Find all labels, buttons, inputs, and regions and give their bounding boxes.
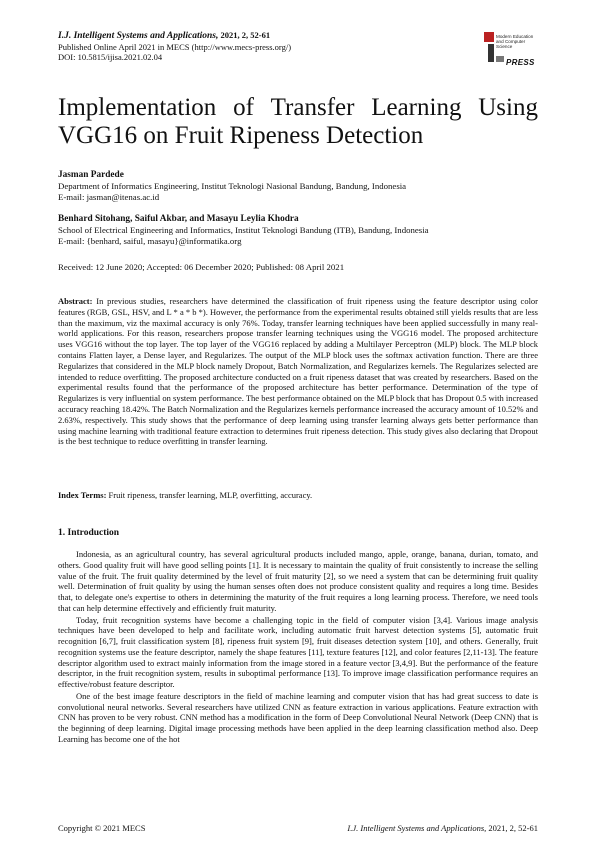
footer-copyright: Copyright © 2021 MECS bbox=[58, 823, 146, 833]
journal-issue: 2021, 2, 52-61 bbox=[220, 30, 271, 40]
footer-issue: 2021, 2, 52-61 bbox=[486, 823, 538, 833]
abstract-text: In previous studies, researchers have determined the classification of fruit ripeness using the feature descriptor using color features (RGB, GSL, HSV, and L * a * b *). However, the performance from the experimental results obtained still yields results that are less than the maximum, viz the maximal accuracy is only 76%. Today, transfer learning techniques have been applied successfully in many real-world applications. For this reason, researchers propose transfer learning techniques using the VGG16 model. The proposed architecture uses VGG16 without the top layer. The top layer of the VGG16 replaced by adding a Multilayer Perceptron (MLP) block. The MLP block contains Flatten layer, a Dense layer, and Regularizes. The output of the MLP block uses the softmax activation function. There are three Regularizes that considered in the MLP block namely Dropout, Batch Normalization, and Regularizes kernels. The Regularizes selected are intended to reduce overfitting. The proposed architecture conducted on a fruit ripeness dataset that was created by researchers. Based on the experimental results found that the performance of the proposed architecture has better performance. Determination of the type of Regularizes is very influential on system performance. The best performance obtained on the MLP block that has Dropout 0.5 with increased accuracy reaching 18.42%. The Batch Normalization and the Regularizes kernels performance increased the accuracy amount of 10.52% and 2.63%, respectively. This study shows that the performance of deep learning using transfer learning always gets better performance than using machine learning with traditional feature extraction to determines fruit ripeness detection. This study gives also declaring that Dropout is the best technique to reduce overfitting in transfer learning. bbox=[58, 296, 539, 447]
abstract bbox=[58, 296, 538, 447]
index-terms-label: Index Terms: bbox=[58, 490, 107, 500]
footer-journal-name: I.J. Intelligent Systems and Applications, bbox=[347, 823, 487, 833]
journal-header bbox=[58, 30, 291, 63]
journal-name: I.J. Intelligent Systems and Applications, bbox=[58, 31, 219, 41]
index-terms-text: Fruit ripeness, transfer learning, MLP, overfitting, accuracy. bbox=[108, 490, 313, 500]
logo-text: Modern Education and Computer Science bbox=[496, 34, 534, 50]
title-word: Learning bbox=[371, 94, 462, 121]
title-line-1 bbox=[58, 94, 538, 122]
publication-note: Published Online April 2021 in MECS (http://www.mecs-press.org/) bbox=[58, 41, 292, 52]
paragraph: One of the best image feature descriptors in the field of machine learning and computer vision that has had great success to date is convolutional neural networks. Several researchers have utilized CNN as feature extraction in various applications. Feature extraction with CNN has proven to be very robust. CNN method has a modification in the form of Deep Convolutional Neural Network (Deep CNN) that is the beginning of deep learning. Digital image processing methods have been applied in the deep learning classification method also. Deep Learning has become one of the hot bbox=[58, 690, 538, 744]
publication-dates: Received: 12 June 2020; Accepted: 06 December 2020; Published: 08 April 2021 bbox=[58, 262, 345, 272]
page-footer bbox=[58, 823, 538, 833]
index-terms bbox=[58, 490, 538, 500]
paper-title bbox=[58, 94, 538, 150]
author-name-2: Benhard Sitohang, Saiful Akbar, and Masayu Leylia Khodra bbox=[58, 214, 299, 224]
abstract-label: Abstract: bbox=[58, 296, 93, 306]
footer-journal bbox=[347, 823, 538, 833]
author-affiliation-2: School of Electrical Engineering and Informatics, Institut Teknologi Bandung (ITB), Bandung, Indonesia bbox=[58, 225, 429, 235]
mecs-logo bbox=[482, 28, 540, 70]
author-name-1: Jasman Pardede bbox=[58, 170, 124, 180]
title-word: of bbox=[233, 94, 254, 121]
author-affiliation-1: Department of Informatics Engineering, Institut Teknologi Nasional Bandung, Bandung, Indonesia bbox=[58, 181, 407, 191]
author-email-1: E-mail: jasman@itenas.ac.id bbox=[58, 192, 160, 202]
author-email-2: E-mail: {benhard, saiful, masayu}@informatika.org bbox=[58, 236, 242, 246]
title-word: Transfer bbox=[270, 94, 355, 121]
title-word: Using bbox=[478, 94, 538, 121]
title-word: Implementation bbox=[58, 94, 217, 121]
author-block-2 bbox=[58, 214, 538, 247]
logo-press: PRESS bbox=[506, 58, 535, 67]
paragraph: Today, fruit recognition systems have become a challenging topic in the field of computer vision [3,4]. Various image analysis techniques have been developed to help and facilitate work, including automatic fruit harvest detection systems [5], automatic fruit recognition [6,7], fruit classification system [8], ripeness fruit system [9], fruit diseases detection system [10], and others. Generally, fruit recognition systems use the feature descriptor, namely the shape features [11], texture features [12], and color features [2,11-13]. The feature descriptor algorithm used to extract mainly information from the image stored in a feature vector [3,4,9]. But the performance of the feature descriptor, in the fruit recognition system, results in suboptimal performance [13]. To improve image classification performance requires an effective/robust feature descriptor. bbox=[58, 614, 538, 689]
paragraph: Indonesia, as an agricultural country, has several agricultural products included mango, apple, orange, banana, durian, tomato, and others. Good quality fruit will have good selling points [1]. It is necessary to maintain the quality of fruit consistently to increase the selling value of the fruit. The fruit quality determined by the level of fruit maturity [2], so we need a system that can be determining fruit quality well. Determination of fruit quality by using the human senses often does not produce consistent quality and requires a long time. Besides that, to delegate one's expertise to others in determining the maturity of the fruit requires a long learning process. Therefore, we need tools that can help determine effectively and efficiently fruit maturity. bbox=[58, 549, 538, 613]
author-block-1 bbox=[58, 170, 538, 203]
doi: DOI: 10.5815/ijisa.2021.02.04 bbox=[58, 52, 163, 62]
body-text bbox=[58, 549, 538, 746]
section-heading: 1. Introduction bbox=[58, 528, 120, 538]
title-line-2: VGG16 on Fruit Ripeness Detection bbox=[58, 122, 424, 149]
